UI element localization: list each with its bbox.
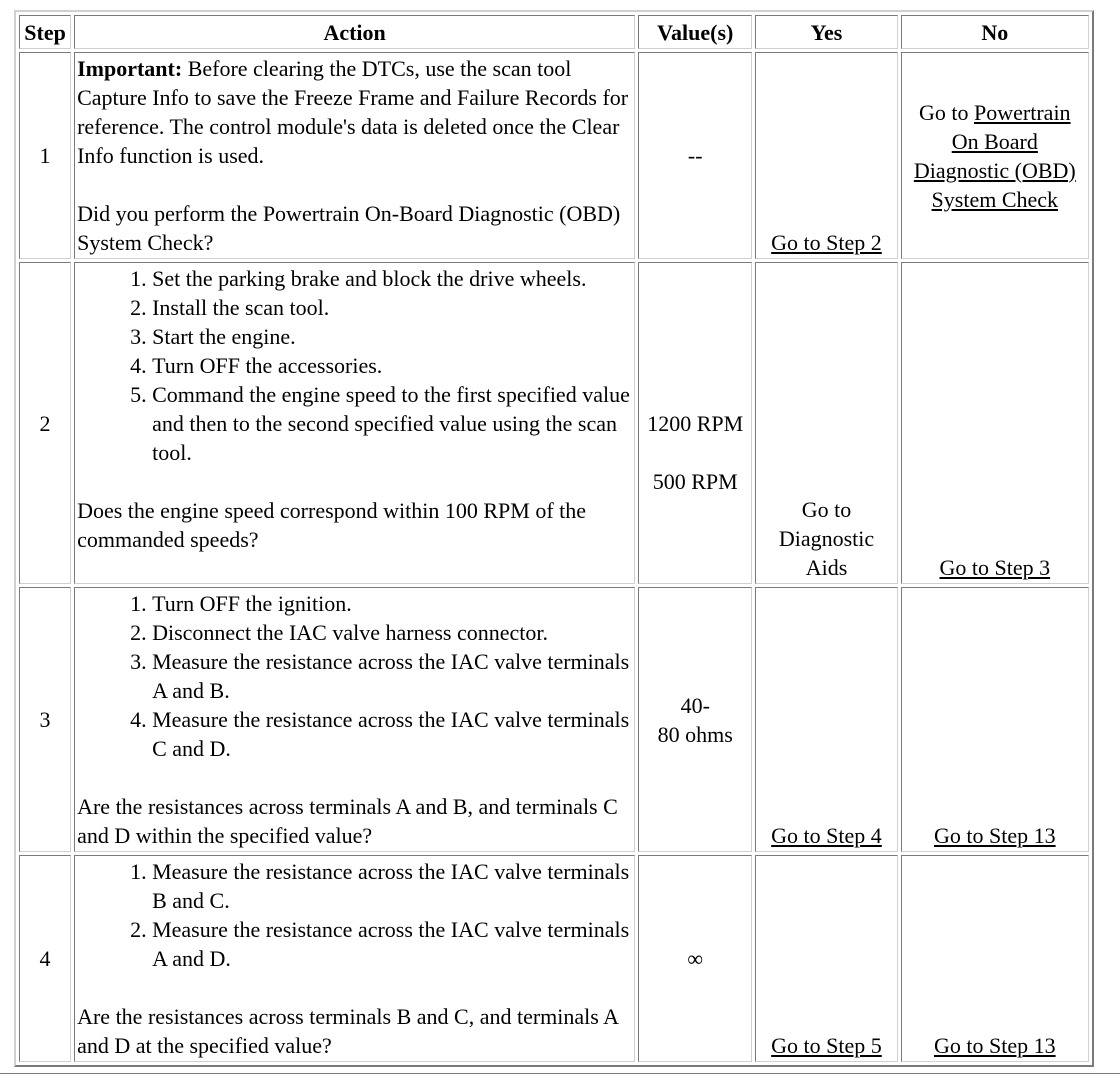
no-cell bbox=[901, 855, 1089, 1062]
bottom-divider bbox=[0, 1073, 1120, 1075]
action-cell bbox=[74, 52, 635, 259]
table-row bbox=[19, 587, 1089, 852]
step-number: 2 bbox=[19, 262, 71, 584]
value-first: 1200 RPM bbox=[647, 411, 744, 436]
goto-step-13-link[interactable]: Go to Step 13 bbox=[933, 1033, 1056, 1058]
action-cell bbox=[74, 587, 635, 852]
value-cell bbox=[638, 262, 752, 584]
list-item: 3. Start the engine. bbox=[152, 322, 632, 351]
procedure-list bbox=[77, 857, 632, 973]
important-note bbox=[77, 54, 632, 170]
diagnostic-table bbox=[14, 10, 1094, 1067]
no-prefix: Go to bbox=[919, 99, 975, 125]
goto-step-4-link[interactable]: Go to Step 4 bbox=[771, 823, 882, 848]
value-cell: ∞ bbox=[638, 855, 752, 1062]
obd-system-check-link[interactable]: Powertrain On Board Diagnostic (OBD) System Check bbox=[913, 99, 1076, 212]
procedure-list bbox=[77, 264, 632, 467]
step-number: 3 bbox=[19, 587, 71, 852]
procedure-list bbox=[77, 589, 632, 763]
table-row bbox=[19, 52, 1089, 259]
step-question: Does the engine speed correspond within 100 RPM of the commanded speeds? bbox=[77, 498, 587, 552]
list-item: 2. Disconnect the IAC valve harness connector. bbox=[152, 618, 632, 647]
action-cell bbox=[74, 855, 635, 1062]
header-yes: Yes bbox=[755, 15, 897, 49]
goto-step-5-link[interactable]: Go to Step 5 bbox=[771, 1033, 882, 1058]
list-item: 5. Command the engine speed to the first specified value and then to the second specified value using the scan tool. bbox=[152, 380, 632, 467]
header-no: No bbox=[901, 15, 1089, 49]
goto-step-13-link[interactable]: Go to Step 13 bbox=[933, 823, 1056, 848]
value-range-line1: 40- bbox=[680, 692, 710, 718]
step-question: Are the resistances across terminals A and B, and terminals C and D within the specified value? bbox=[77, 794, 618, 848]
header-action: Action bbox=[74, 15, 635, 49]
no-cell bbox=[901, 262, 1089, 584]
yes-cell bbox=[755, 52, 897, 259]
step-question: Are the resistances across terminals B and C, and terminals A and D at the specified value? bbox=[77, 1004, 618, 1058]
yes-cell bbox=[755, 855, 897, 1062]
table-row bbox=[19, 855, 1089, 1062]
header-step: Step bbox=[19, 15, 71, 49]
list-item: 2. Install the scan tool. bbox=[152, 293, 632, 322]
goto-diagnostic-aids-text: Go to Diagnostic Aids bbox=[778, 497, 875, 580]
step-number: 1 bbox=[19, 52, 71, 259]
header-values: Value(s) bbox=[638, 15, 752, 49]
table-row bbox=[19, 262, 1089, 584]
action-cell bbox=[74, 262, 635, 584]
goto-step-3-link[interactable]: Go to Step 3 bbox=[939, 555, 1051, 580]
value-second: 500 RPM bbox=[652, 469, 738, 494]
important-text: Before clearing the DTCs, use the scan tool Capture Info to save the Freeze Frame and Failure Records for reference. The control module's data is deleted once the Clear Info function is used. bbox=[77, 56, 629, 168]
list-item: 3. Measure the resistance across the IAC valve terminals A and B. bbox=[152, 647, 632, 705]
important-label: Important: bbox=[77, 56, 183, 81]
yes-cell bbox=[755, 587, 897, 852]
list-item: 4. Turn OFF the accessories. bbox=[152, 351, 632, 380]
no-cell bbox=[901, 52, 1089, 259]
value-cell: -- bbox=[638, 52, 752, 259]
list-item: 1. Measure the resistance across the IAC valve terminals B and C. bbox=[152, 857, 632, 915]
step-question: Did you perform the Powertrain On-Board Diagnostic (OBD) System Check? bbox=[77, 201, 621, 255]
yes-cell bbox=[755, 262, 897, 584]
list-item: 2. Measure the resistance across the IAC valve terminals A and D. bbox=[152, 915, 632, 973]
step-number: 4 bbox=[19, 855, 71, 1062]
value-cell bbox=[638, 587, 752, 852]
header-row bbox=[19, 15, 1089, 49]
list-item: 4. Measure the resistance across the IAC valve terminals C and D. bbox=[152, 705, 632, 763]
list-item: 1. Turn OFF the ignition. bbox=[152, 589, 632, 618]
list-item: 1. Set the parking brake and block the drive wheels. bbox=[152, 264, 632, 293]
goto-step-2-link[interactable]: Go to Step 2 bbox=[771, 230, 882, 255]
value-range-line2: 80 ohms bbox=[657, 721, 733, 747]
no-cell bbox=[901, 587, 1089, 852]
